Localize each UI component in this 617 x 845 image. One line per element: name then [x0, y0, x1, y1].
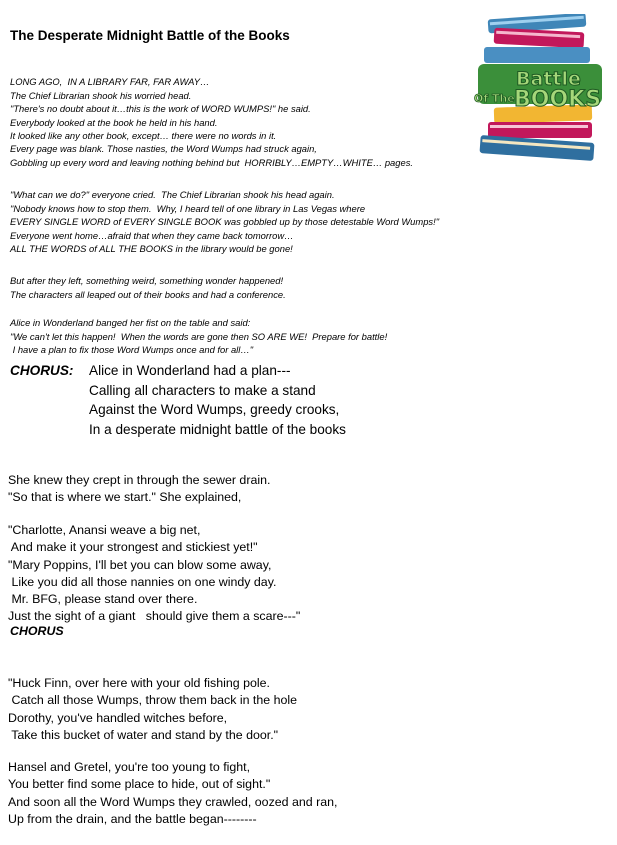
text-line: The Chief Librarian shook his worried head.	[10, 89, 192, 101]
text-line: "There's no doubt about it…this is the work of WORD WUMPS!" he said.	[10, 103, 311, 115]
text-line: Like you did all those nannies on one windy day.	[8, 574, 277, 589]
text-line: You better find some place to hide, out of sight."	[8, 777, 271, 792]
logo-word-books: BOOKS	[514, 87, 602, 112]
chorus-line: Alice in Wonderland had a plan---	[89, 363, 291, 378]
text-line: Catch all those Wumps, throw them back in the hole	[8, 693, 298, 708]
text-line: She knew they crept in through the sewer drain.	[8, 473, 271, 488]
chorus-line: Calling all characters to make a stand	[89, 382, 316, 398]
text-line: "So that is where we start." She explained,	[8, 490, 242, 505]
text-line: Mr. BFG, please stand over there.	[8, 592, 198, 607]
logo-word-of-the: Of The	[474, 92, 515, 105]
text-line: Alice in Wonderland banged her fist on the table and said:	[10, 317, 251, 329]
text-line: "Charlotte, Anansi weave a big net,	[8, 523, 201, 538]
text-line: Gobbling up every word and leaving nothing behind but HORRIBLY…EMPTY…WHITE… pages.	[10, 156, 413, 168]
text-line: And make it your strongest and stickiest yet!"	[8, 540, 258, 555]
book-stack-icon	[464, 14, 610, 170]
text-line: Just the sight of a giant should give them a scare---"	[8, 609, 301, 624]
chorus-lines	[89, 361, 346, 439]
text-line: "Nobody knows how to stop them. Why, I heard tell of one library in Las Vegas where	[10, 202, 366, 214]
text-line: Dorothy, you've handled witches before,	[8, 710, 228, 725]
text-line: Up from the drain, and the battle began--------	[8, 811, 257, 826]
text-line: EVERY SINGLE WORD of EVERY SINGLE BOOK was gobbled up by those detestable Word Wumps!"	[10, 216, 440, 228]
text-line: Take this bucket of water and stand by the door."	[8, 727, 279, 742]
text-line: LONG AGO, IN A LIBRARY FAR, FAR AWAY…	[10, 76, 210, 88]
logo-word-battle: Battle	[516, 68, 581, 90]
chorus-line: In a desperate midnight battle of the books	[89, 421, 346, 437]
chorus-line: Against the Word Wumps, greedy crooks,	[89, 402, 340, 418]
text-line: "What can we do?" everyone cried. The Chief Librarian shook his head again.	[10, 189, 335, 201]
text-line: "Huck Finn, over here with your old fishing pole.	[8, 676, 270, 691]
text-line: Everyone went home…afraid that when they came back tomorrow…	[10, 229, 294, 241]
battle-of-the-books-logo	[464, 14, 610, 170]
paragraph-two	[10, 175, 439, 269]
chorus-label: CHORUS:	[10, 363, 74, 378]
text-line: The characters all leaped out of their books and had a conference.	[10, 288, 286, 300]
document-title: The Desperate Midnight Battle of the Books	[10, 28, 290, 43]
verse-four	[8, 742, 337, 845]
text-line: And soon all the Word Wumps they crawled, oozed and ran,	[8, 794, 338, 809]
intro-paragraph	[10, 62, 413, 183]
chorus-repeat-label: CHORUS	[10, 624, 64, 638]
verse-two	[8, 505, 300, 643]
text-line: "We can't let this happen! When the words are gone then SO ARE WE! Prepare for battle!	[10, 330, 388, 342]
text-line: ALL THE WORDS of ALL THE BOOKS in the library would be gone!	[10, 243, 293, 255]
text-line: I have a plan to fix those Word Wumps once and for all…"	[10, 344, 254, 356]
paragraph-four	[10, 303, 387, 370]
text-line: It looked like any other book, except… there were no words in it.	[10, 130, 277, 142]
text-line: Everybody looked at the book he held in his hand.	[10, 116, 218, 128]
text-line: But after they left, something weird, something wonder happened!	[10, 275, 284, 287]
text-line: "Mary Poppins, I'll bet you can blow some away,	[8, 557, 272, 572]
text-line: Hansel and Gretel, you're too young to fight,	[8, 760, 251, 775]
text-line: Every page was blank. Those nasties, the Word Wumps had struck again,	[10, 143, 317, 155]
